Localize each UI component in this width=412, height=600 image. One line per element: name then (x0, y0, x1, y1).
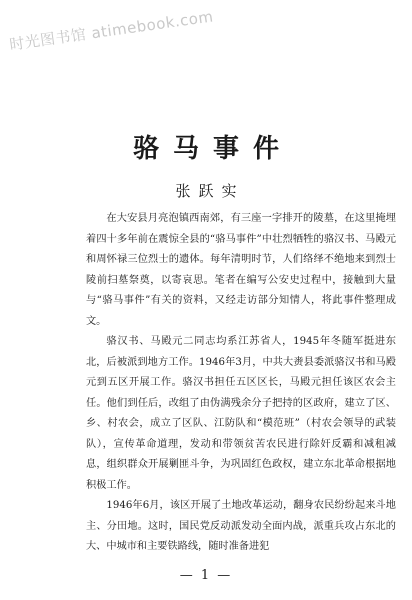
paragraph: 在大安县月亮泡镇西南郊，有三座一字排开的陵墓，在这里掩埋着四十多年前在震惊全县的“骆马事件”中壮烈牺牲的骆汉书、马殿元和周怀禄三位烈士的遗体。每年清明时节，人们络绎不绝地来到烈士陵前扫墓祭奠，以寄哀思。笔者在编写公安史过程中，接触到大量与“骆马事件”有关的资料，又经走访部分知情人，将此事件整理成文。 (86, 213, 396, 327)
article-title: 骆马事件 (132, 134, 293, 164)
paragraph: 骆汉书、马殿元二同志均系江苏省人，1945年冬随军挺进东北，后被派到地方工作。1946年3月，中共大赉县委派骆汉书和马殿元到五区开展工作。骆汉书担任五区区长，马殿元担任该区农会主任。他们到任后，改组了由伪满残余分子把持的区政府，建立了区、乡、村农会，成立了区队、江防队和“模范班”（村农会领导的武装队），宣传革命道理，发动和带领贫苦农民进行除奸反霸和减租减息，组织群众开展剿匪斗争，为巩固红色政权，建立东北革命根据地积极工作。 (86, 336, 396, 491)
watermark: 时光图书馆 atimebook.com (8, 7, 215, 54)
paragraph: 1946年6月，该区开展了土地改革运动，翻身农民纷纷起来斗地主、分田地。这时，国民党反动派发动全面内战，派重兵攻占东北的大、中城市和主要铁路线，随时准备进犯 (86, 500, 396, 552)
author-name: 张跃实 (175, 182, 245, 200)
page-number: — 1 — (179, 568, 233, 583)
article-body (86, 209, 396, 558)
